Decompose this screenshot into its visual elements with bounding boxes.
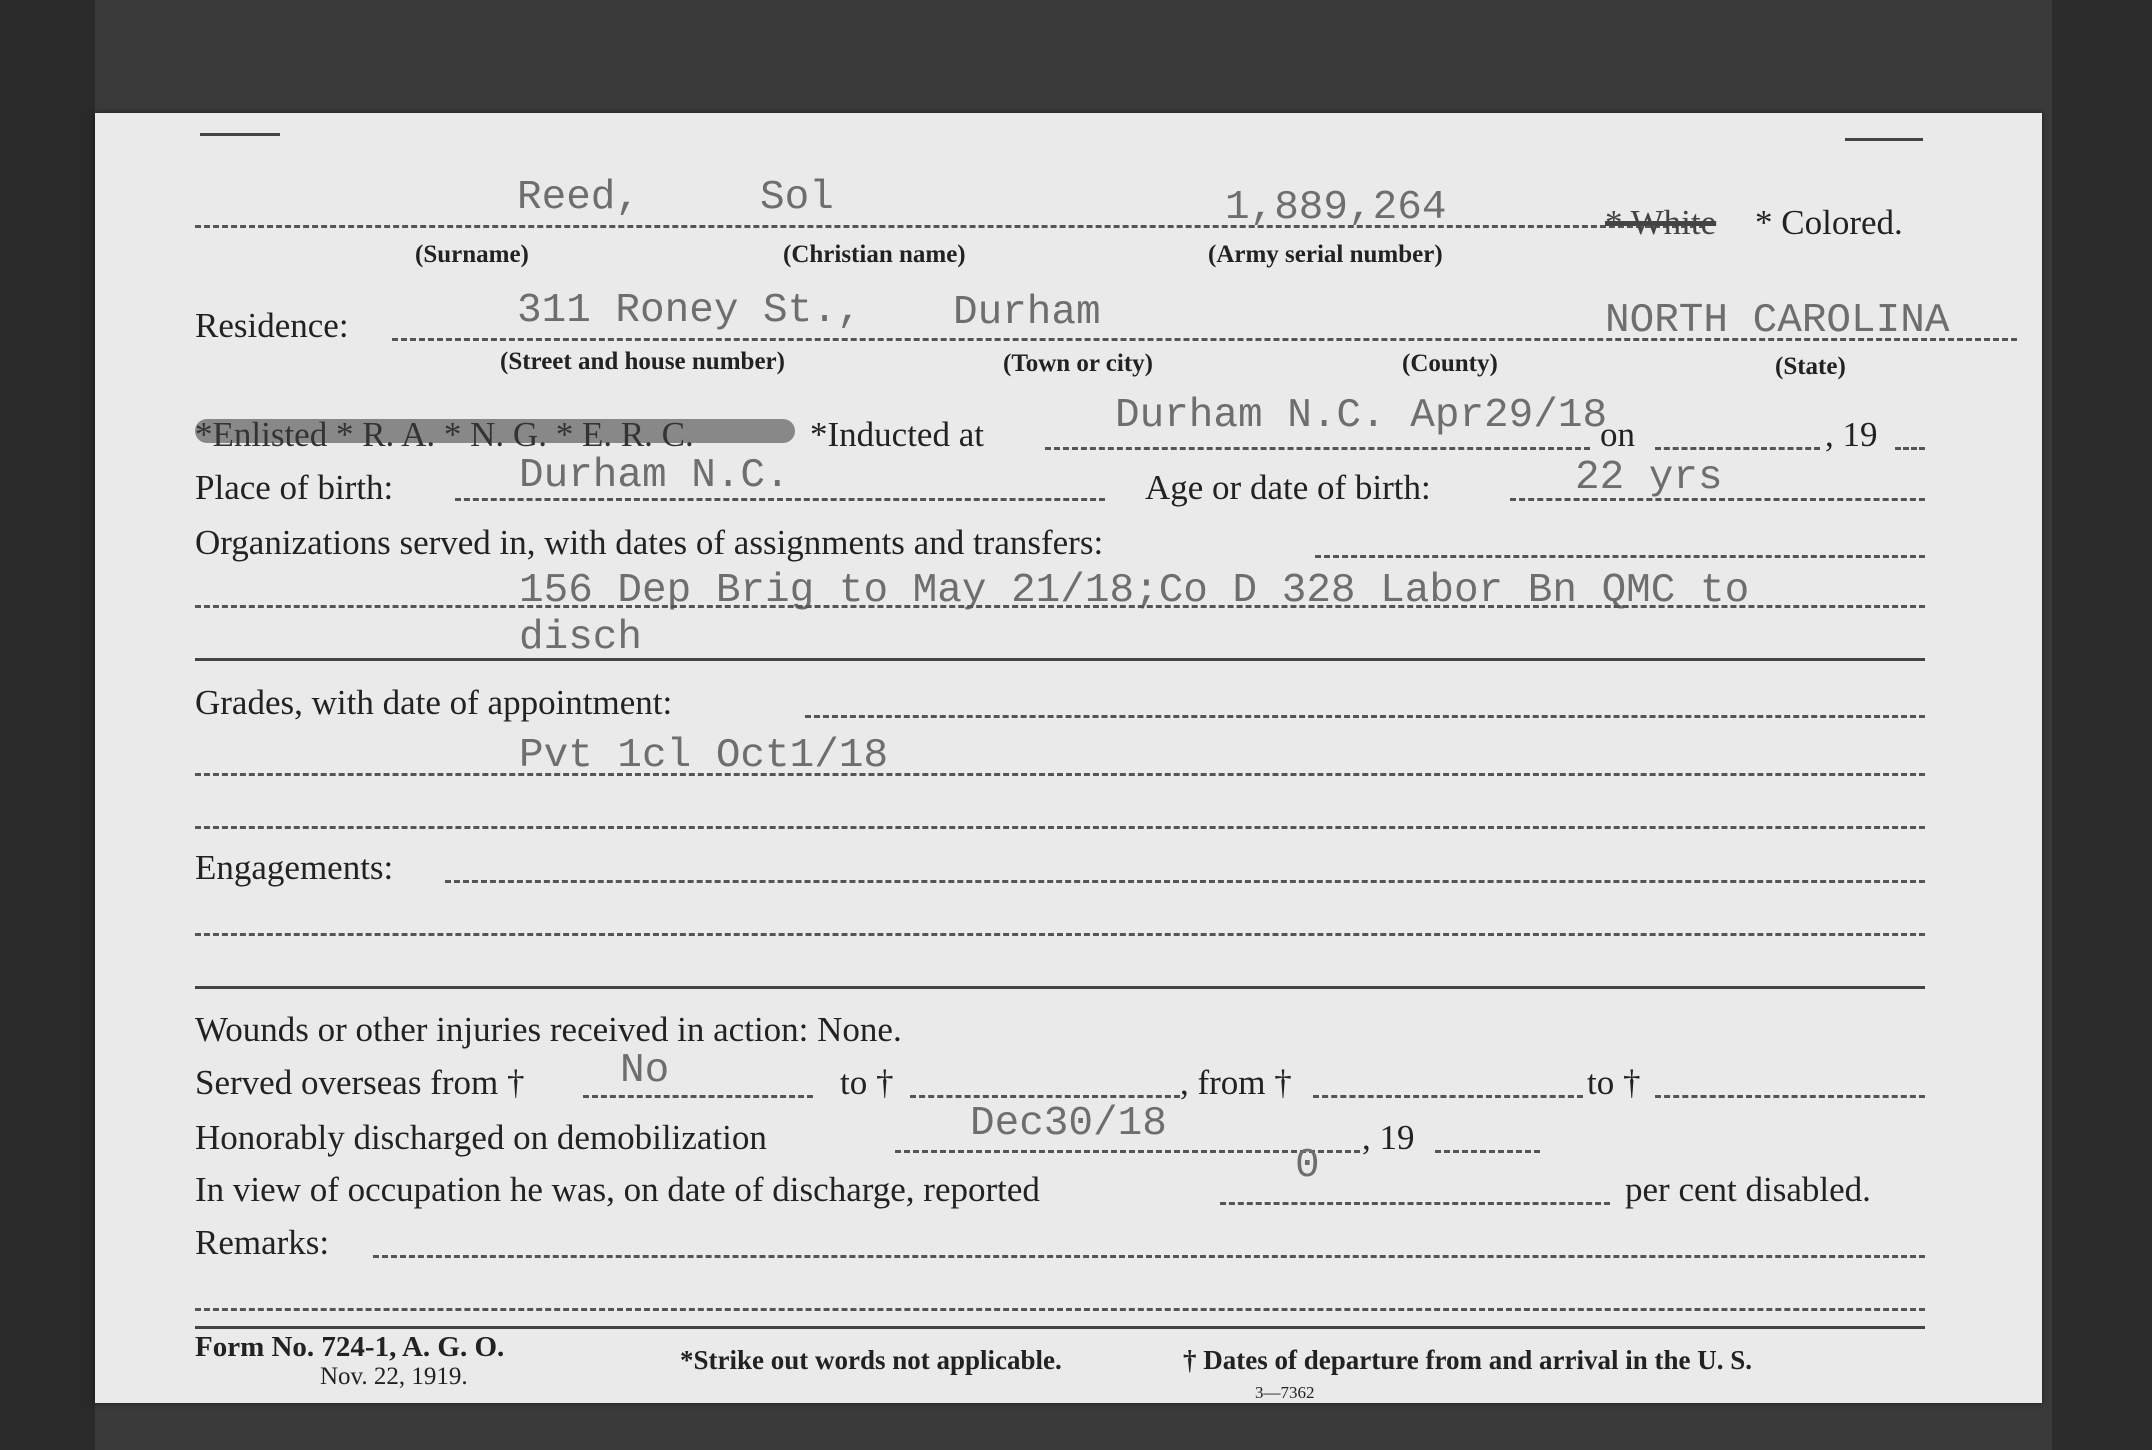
discharge-line xyxy=(895,1150,1360,1153)
service-record-card xyxy=(95,113,2042,1403)
place-of-birth-value: Durham N.C. xyxy=(519,453,790,499)
inducted-line xyxy=(1045,447,1590,450)
grades-label: Grades, with date of appointment: xyxy=(195,683,673,722)
scan-edge-right xyxy=(2052,0,2152,1450)
street-value: 311 Roney St., xyxy=(517,288,862,334)
wounds-label: Wounds or other injuries received in action: None. xyxy=(195,1010,902,1049)
discharge-year-line xyxy=(1435,1150,1540,1153)
organizations-line-0 xyxy=(1315,555,1925,558)
surname-value: Reed, xyxy=(517,175,641,221)
grades-line-1 xyxy=(195,773,1925,776)
footer-separator xyxy=(195,1326,1925,1329)
town-value: Durham xyxy=(953,290,1101,336)
induction-year-label: , 19 xyxy=(1825,415,1878,454)
form-date: Nov. 22, 1919. xyxy=(320,1363,468,1390)
disability-label: In view of occupation he was, on date of discharge, reported xyxy=(195,1170,1040,1209)
top-left-rule xyxy=(200,133,280,136)
enlisted-options: *Enlisted * R. A. * N. G. * E. R. C. xyxy=(195,415,694,454)
surname-caption: (Surname) xyxy=(415,241,529,268)
grades-line-2 xyxy=(195,826,1925,829)
serial-number-value: 1,889,264 xyxy=(1225,185,1447,231)
race-colored-option: * Colored. xyxy=(1755,203,1903,242)
inducted-label: *Inducted at xyxy=(810,415,984,454)
overseas-from-line xyxy=(583,1095,813,1098)
engagements-label: Engagements: xyxy=(195,848,394,887)
overseas-from-line-2 xyxy=(1313,1095,1583,1098)
county-caption: (County) xyxy=(1402,350,1498,377)
print-code: 3—7362 xyxy=(1255,1383,1315,1402)
top-right-rule xyxy=(1845,138,1923,141)
organizations-label: Organizations served in, with dates of assignments and transfers: xyxy=(195,523,1104,562)
overseas-to-line-2 xyxy=(1655,1095,1925,1098)
serial-number-caption: (Army serial number) xyxy=(1208,241,1443,268)
induction-year-line xyxy=(1895,447,1925,450)
residence-label: Residence: xyxy=(195,306,349,345)
disability-line xyxy=(1220,1202,1610,1205)
christian-name-value: Sol xyxy=(760,175,834,221)
residence-line xyxy=(392,338,2017,341)
organizations-line-1 xyxy=(195,605,1925,608)
discharge-value: Dec30/18 xyxy=(970,1101,1167,1147)
strike-note: *Strike out words not applicable. xyxy=(680,1345,1062,1375)
discharge-label: Honorably discharged on demobilization xyxy=(195,1118,767,1157)
state-value: NORTH CAROLINA xyxy=(1605,298,1950,344)
town-caption: (Town or city) xyxy=(1003,350,1153,377)
disability-suffix: per cent disabled. xyxy=(1625,1170,1871,1209)
overseas-to-label-2: to † xyxy=(1587,1063,1641,1102)
header-line xyxy=(195,225,1705,228)
organizations-line1: 156 Dep Brig to May 21/18;Co D 328 Labor Bn QMC to xyxy=(519,568,1750,614)
overseas-value: No xyxy=(620,1048,670,1094)
place-of-birth-line xyxy=(455,498,1105,501)
on-line xyxy=(1655,447,1820,450)
overseas-to-line-1 xyxy=(910,1095,1180,1098)
organizations-line2: disch xyxy=(519,615,643,661)
scan-edge-left xyxy=(0,0,95,1450)
remarks-line-0 xyxy=(373,1255,1925,1258)
christian-name-caption: (Christian name) xyxy=(783,241,966,268)
remarks-label: Remarks: xyxy=(195,1223,330,1262)
organizations-line-2 xyxy=(195,658,1925,661)
place-of-birth-label: Place of birth: xyxy=(195,468,394,507)
engagements-line-2 xyxy=(195,986,1925,989)
disability-value: 0 xyxy=(1295,1143,1320,1189)
age-value: 22 yrs xyxy=(1575,455,1723,501)
age-line xyxy=(1510,498,1925,501)
engagements-line-0 xyxy=(445,880,1925,883)
overseas-to-label-1: to † xyxy=(840,1063,894,1102)
engagements-line-1 xyxy=(195,933,1925,936)
grades-value: Pvt 1cl Oct1/18 xyxy=(519,733,889,779)
grades-line-0 xyxy=(805,715,1925,718)
inducted-value: Durham N.C. Apr29/18 xyxy=(1115,393,1608,439)
state-caption: (State) xyxy=(1775,353,1846,380)
remarks-line-1 xyxy=(195,1308,1925,1311)
discharge-year-label: , 19 xyxy=(1362,1118,1415,1157)
dates-note: † Dates of departure from and arrival in the U. S. xyxy=(1183,1345,1752,1375)
race-white-option: * White xyxy=(1605,203,1717,242)
overseas-from-label-2: , from † xyxy=(1180,1063,1292,1102)
street-caption: (Street and house number) xyxy=(500,348,785,375)
overseas-label: Served overseas from † xyxy=(195,1063,525,1102)
form-number: Form No. 724-1, A. G. O. xyxy=(195,1331,505,1363)
on-label: on xyxy=(1600,415,1635,454)
age-label: Age or date of birth: xyxy=(1145,468,1431,507)
